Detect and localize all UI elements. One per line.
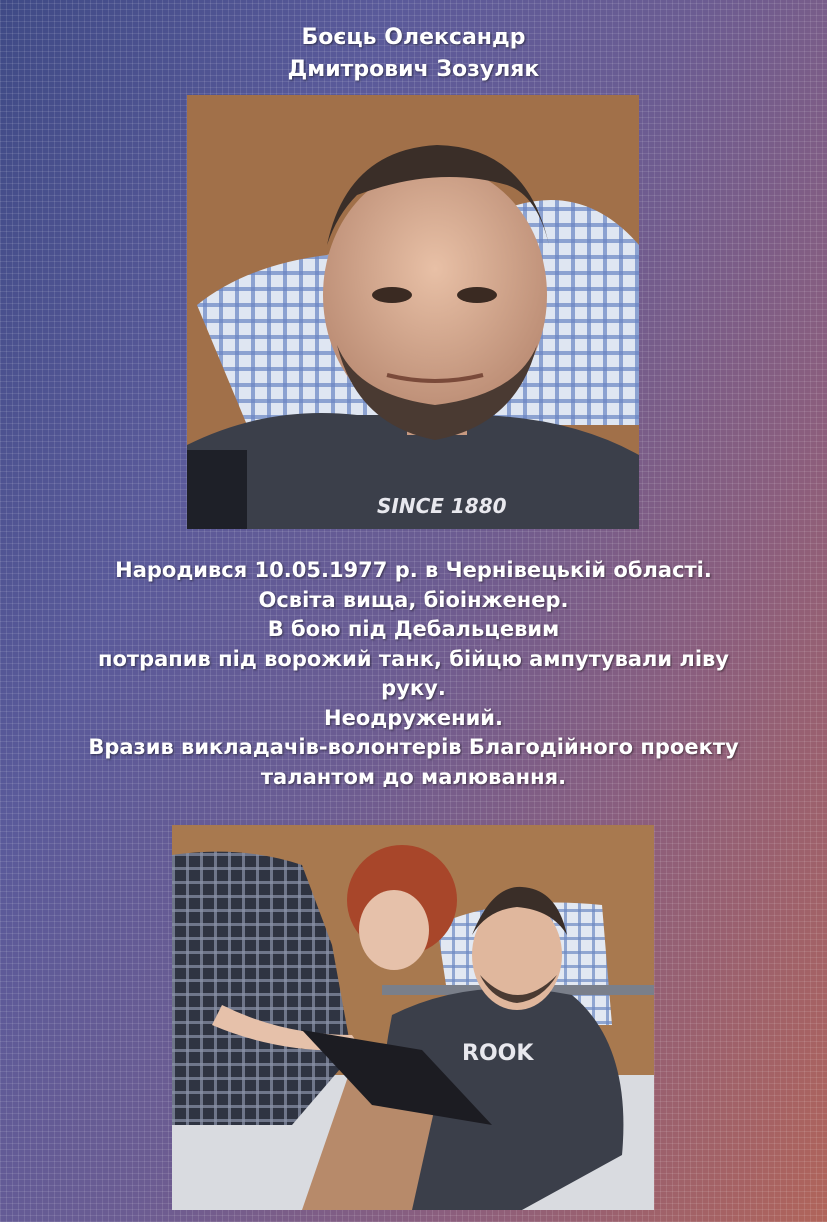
bio-line: Освіта вища, біоінженер. <box>258 587 569 612</box>
bio-line: руку. <box>381 676 446 700</box>
title-line-2: Дмитрович Зозуляк <box>287 57 540 82</box>
shirt-print-text: SINCE 1880 <box>377 494 507 518</box>
title-line-1: Боєць Олександр <box>301 25 526 50</box>
drawing-session-photo <box>172 825 654 1210</box>
bio-line: Народився 10.05.1977 р. в Чернівецькій області. <box>115 558 712 582</box>
bio-line: Вразив викладачів-волонтерів Благодійного проекту <box>88 735 739 759</box>
bio-line: талантом до малювання. <box>260 764 567 789</box>
bio-line: Неодружений. <box>324 705 503 730</box>
biography-text <box>8 556 819 792</box>
page-title <box>0 22 827 86</box>
shirt-print-text: ROOK <box>462 1041 534 1066</box>
bio-line: В бою під Дебальцевим <box>267 617 560 641</box>
bio-line: потрапив під ворожий танк, бійцю ампутували ліву <box>97 646 729 671</box>
portrait-photo <box>187 95 639 529</box>
